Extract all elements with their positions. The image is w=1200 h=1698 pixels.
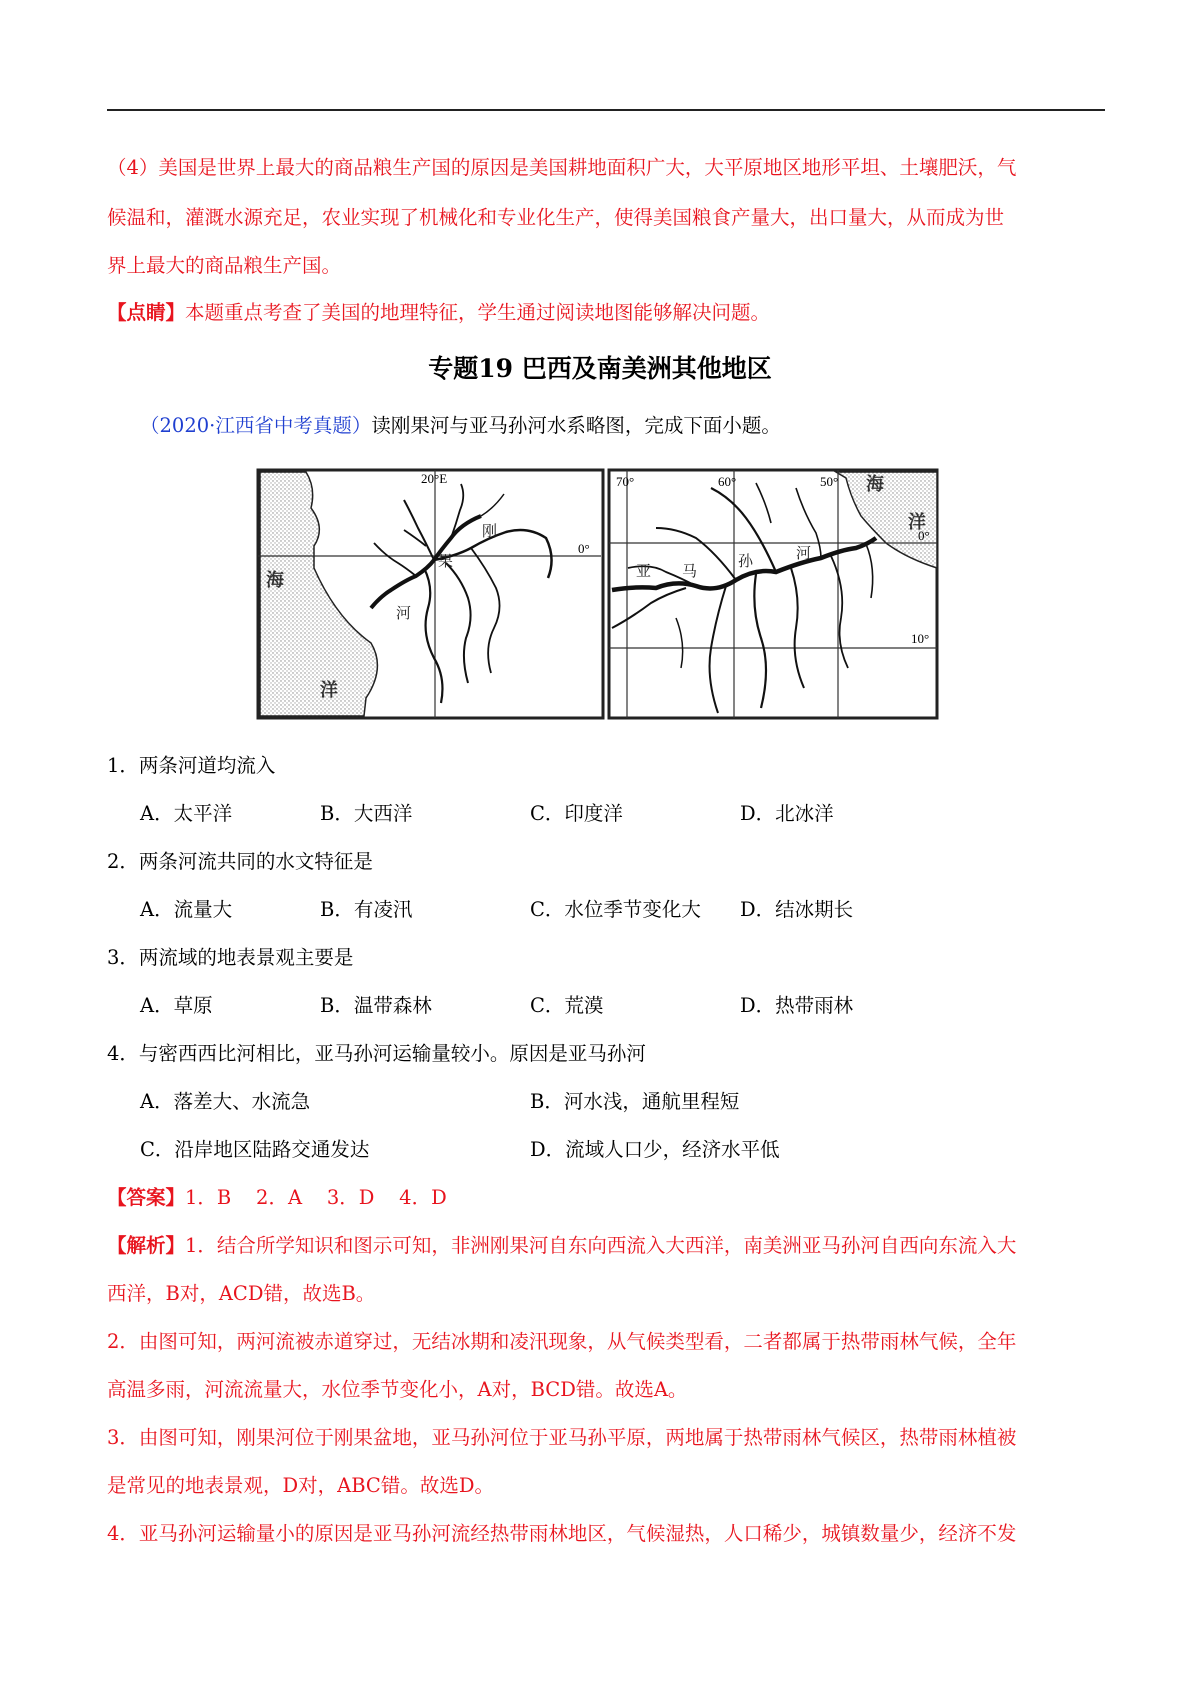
question-2-stem: 2．两条河流共同的水文特征是 xyxy=(107,850,373,873)
question-2-option-b: B．有凌汛 xyxy=(320,898,413,921)
amazon-lon-label-50: 50° xyxy=(820,474,839,489)
source-paren-open: （ xyxy=(140,414,160,437)
amazon-eq-label: 0° xyxy=(918,528,930,543)
question-1-option-c: C．印度洋 xyxy=(530,802,623,825)
amazon-river-label-2: 马 xyxy=(682,562,698,580)
question-4-option-a: A．落差大、水流急 xyxy=(140,1090,311,1113)
amazon-map-panel xyxy=(609,470,937,718)
congo-eq-label: 0° xyxy=(578,541,590,556)
question-4-option-d: D．流域人口少，经济水平低 xyxy=(530,1138,780,1161)
question-3-stem: 3．两流域的地表景观主要是 xyxy=(107,946,354,969)
amazon-river-label-1: 亚 xyxy=(636,562,652,580)
question-3-option-b: B．温带森林 xyxy=(320,994,432,1017)
congo-lon-label: 20°E xyxy=(421,471,448,486)
analysis-line-6: 是常见的地表景观，D对，ABC错。故选D。 xyxy=(107,1474,494,1497)
amazon-lon-label-60: 60° xyxy=(718,474,737,489)
section-title: 专题19 巴西及南美洲其他地区 xyxy=(428,354,772,383)
question-intro xyxy=(140,413,781,439)
answer-text: 1．B 2．A 3．D 4．D xyxy=(185,1186,447,1209)
prev-answer-line-3: 界上最大的商品粮生产国。 xyxy=(107,254,342,277)
congo-river-label-2: 果 xyxy=(438,552,454,570)
dianjing-line xyxy=(107,300,770,326)
analysis-tag: 【解析】 xyxy=(107,1234,186,1257)
question-4-option-c: C．沿岸地区陆路交通发达 xyxy=(140,1138,370,1161)
analysis-line-1 xyxy=(107,1233,1016,1259)
analysis-line-4: 高温多雨，河流流量大，水位季节变化小，A对，BCD错。故选A。 xyxy=(107,1378,688,1401)
question-4-stem: 4．与密西西比河相比，亚马孙河运输量较小。原因是亚马孙河 xyxy=(107,1042,646,1065)
congo-river-label-3: 河 xyxy=(396,604,412,622)
answer-line xyxy=(107,1185,447,1211)
amazon-ocean-label-1: 海 xyxy=(866,474,884,495)
amazon-lon-label-70: 70° xyxy=(616,474,635,489)
question-3-option-c: C．荒漠 xyxy=(530,994,604,1017)
question-1-option-b: B．大西洋 xyxy=(320,802,413,825)
analysis-line-7: 4．亚马孙河运输量小的原因是亚马孙河流经热带雨林地区，气候湿热，人口稀少，城镇数量少，经济不发 xyxy=(107,1522,1017,1545)
intro-text: 读刚果河与亚马孙河水系略图，完成下面小题。 xyxy=(371,414,781,437)
analysis-text-1: 1．结合所学知识和图示可知，非洲刚果河自东向西流入大西洋，南美洲亚马孙河自西向东流入大 xyxy=(185,1234,1017,1257)
prev-answer-line-2: 候温和，灌溉水源充足，农业实现了机械化和专业化生产，使得美国粮食产量大，出口量大，从而成为世 xyxy=(107,206,1005,229)
question-3-option-d: D．热带雨林 xyxy=(740,994,854,1017)
amazon-lat-label: 10° xyxy=(911,631,930,646)
congo-river-label-1: 刚 xyxy=(482,522,498,540)
prev-answer-line-1: （4）美国是世界上最大的商品粮生产国的原因是美国耕地面积广大，大平原地区地形平坦、土壤肥沃，气 xyxy=(107,156,1017,179)
amazon-river-label-3: 孙 xyxy=(738,552,754,570)
header-rule xyxy=(107,109,1105,111)
analysis-line-2: 西洋，B对，ACD错，故选B。 xyxy=(107,1282,376,1305)
amazon-ocean-label-2: 洋 xyxy=(908,512,926,533)
source-paren-close: ） xyxy=(351,414,372,437)
question-2-option-a: A．流量大 xyxy=(140,898,233,921)
source-label: 2020·江西省中考真题 xyxy=(159,414,352,437)
congo-map-panel xyxy=(258,470,603,718)
question-1-option-d: D．北冰洋 xyxy=(740,802,834,825)
congo-ocean-label-1: 海 xyxy=(266,570,284,591)
question-3-option-a: A．草原 xyxy=(140,994,213,1017)
amazon-river-label-4: 河 xyxy=(796,544,812,562)
analysis-line-3: 2．由图可知，两河流被赤道穿过，无结冰期和凌汛现象，从气候类型看，二者都属于热带雨林气候，全年 xyxy=(107,1330,1017,1353)
river-system-map xyxy=(256,468,939,720)
dianjing-tag: 【点睛】 xyxy=(107,301,186,324)
analysis-line-5: 3．由图可知，刚果河位于刚果盆地，亚马孙河位于亚马孙平原，两地属于热带雨林气候区，热带雨林植被 xyxy=(107,1426,1017,1449)
dianjing-text: 本题重点考查了美国的地理特征，学生通过阅读地图能够解决问题。 xyxy=(185,301,771,324)
question-1-stem: 1．两条河道均流入 xyxy=(107,754,276,777)
question-4-option-b: B．河水浅，通航里程短 xyxy=(530,1090,740,1113)
question-2-option-d: D．结冰期长 xyxy=(740,898,854,921)
question-2-option-c: C．水位季节变化大 xyxy=(530,898,701,921)
congo-ocean-label-2: 洋 xyxy=(320,680,338,701)
answer-tag: 【答案】 xyxy=(107,1186,186,1209)
question-1-option-a: A．太平洋 xyxy=(140,802,233,825)
